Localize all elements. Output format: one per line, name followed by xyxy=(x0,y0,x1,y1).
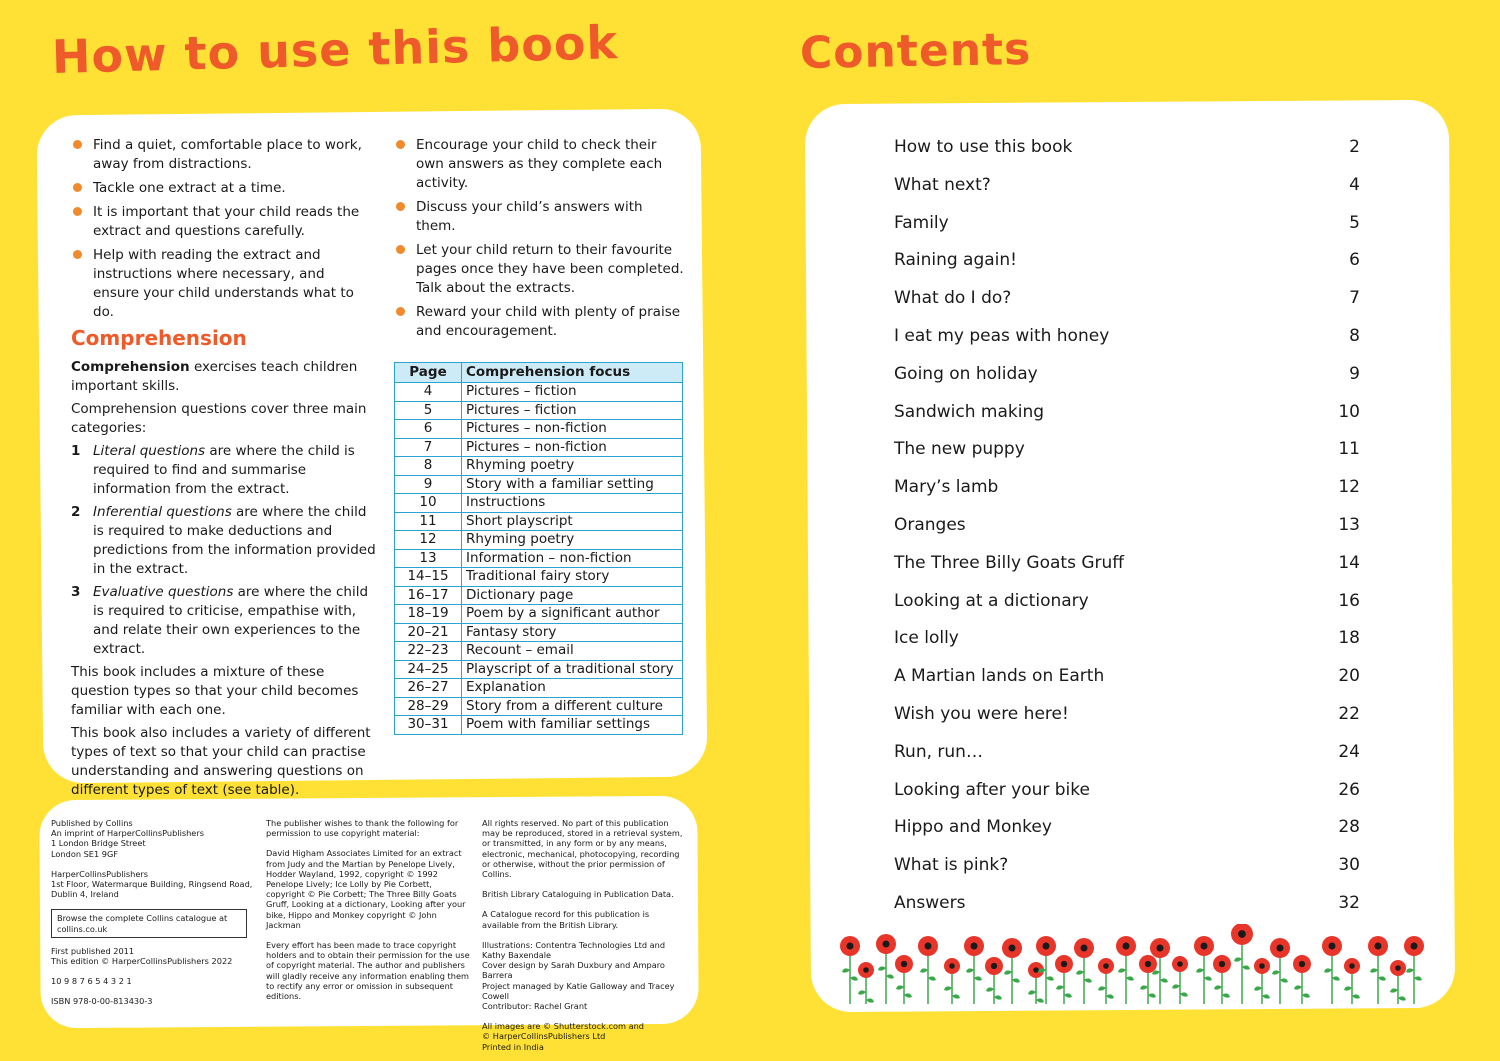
bullet-icon xyxy=(73,140,82,149)
contents-item-page: 4 xyxy=(1349,174,1360,195)
contents-item-title: Answers xyxy=(894,892,966,913)
list-item: Reward your child with plenty of praise and encouragement. xyxy=(394,303,684,341)
table-row xyxy=(395,623,683,642)
table-cell-page: 14–15 xyxy=(395,568,462,587)
comprehension-focus-table xyxy=(394,362,683,735)
bullet-icon xyxy=(396,202,405,211)
table-cell-focus: Rhyming poetry xyxy=(462,531,683,550)
list-item: It is important that your child reads the extract and questions carefully. xyxy=(71,203,371,241)
contents-item xyxy=(894,890,1360,928)
table-cell-page: 26–27 xyxy=(395,679,462,698)
table-header-row xyxy=(395,363,683,383)
table-cell-focus: Fantasy story xyxy=(462,623,683,642)
table-row xyxy=(395,494,683,513)
table-row xyxy=(395,679,683,698)
tips-list-left xyxy=(71,136,371,327)
contents-item-page: 18 xyxy=(1338,628,1360,649)
table-cell-focus: Pictures – fiction xyxy=(462,383,683,402)
table-cell-focus: Poem with familiar settings xyxy=(462,716,683,735)
publisher-details xyxy=(51,818,256,1017)
table-of-contents xyxy=(894,134,1360,928)
table-cell-focus: Information – non-fiction xyxy=(462,549,683,568)
contents-item-title: Looking after your bike xyxy=(894,779,1090,800)
list-item: Help with reading the extract and instructions where necessary, and ensure your child understands what to do. xyxy=(71,246,371,322)
bullet-icon xyxy=(73,207,82,216)
contents-item-page: 6 xyxy=(1349,250,1360,271)
table-cell-page: 6 xyxy=(395,420,462,439)
page-title-contents: Contents xyxy=(799,23,1032,79)
table-cell-focus: Rhyming poetry xyxy=(462,457,683,476)
contents-item-page: 24 xyxy=(1338,741,1360,762)
bullet-icon xyxy=(73,183,82,192)
bullet-icon xyxy=(73,250,82,259)
table-row xyxy=(395,605,683,624)
publisher-dublin-address: HarperCollinsPublishers 1st Floor, Watermarque Building, Ringsend Road, Dublin 4, Ireland xyxy=(51,868,253,900)
list-item: Tackle one extract at a time. xyxy=(71,179,371,198)
table-cell-page: 20–21 xyxy=(395,623,462,642)
list-item: Find a quiet, comfortable place to work, away from distractions. xyxy=(71,136,371,174)
table-row xyxy=(395,660,683,679)
contents-item-title: How to use this book xyxy=(894,137,1073,157)
table-cell-focus: Recount – email xyxy=(462,642,683,661)
contents-item-title: Raining again! xyxy=(894,250,1017,271)
table-row xyxy=(395,697,683,716)
comprehension-variety: This book also includes a variety of different types of text so that your child can practise understanding and answering questions on different types of text (see table). xyxy=(71,725,371,798)
contents-item-page: 30 xyxy=(1338,855,1360,876)
contents-item xyxy=(894,550,1360,588)
contents-item xyxy=(894,474,1360,512)
contents-item-title: Sandwich making xyxy=(894,401,1045,422)
contents-item xyxy=(894,323,1360,361)
list-item: Let your child return to their favourite pages once they have been completed. Talk about the extracts. xyxy=(394,241,684,298)
tips-list-right xyxy=(394,136,684,346)
table-row xyxy=(395,401,683,420)
table-cell-focus: Story from a different culture xyxy=(462,697,683,716)
contents-item-page: 8 xyxy=(1349,325,1360,346)
contents-item-title: The Three Billy Goats Gruff xyxy=(894,552,1124,573)
contents-item-page: 11 xyxy=(1338,439,1360,460)
table-cell-page: 13 xyxy=(395,549,462,568)
contents-item-title: Mary’s lamb xyxy=(894,477,999,498)
contents-item-title: Hippo and Monkey xyxy=(894,817,1052,838)
table-cell-page: 4 xyxy=(395,383,462,402)
acknowledgements xyxy=(266,818,471,1011)
rights-info xyxy=(482,818,687,1061)
category-item: 1 Literal questions are where the child is required to find and summarise information from the extract. xyxy=(71,443,355,497)
contents-item-page: 28 xyxy=(1338,817,1360,838)
contents-item-title: I eat my peas with honey xyxy=(894,325,1110,346)
table-cell-page: 12 xyxy=(395,531,462,550)
table-cell-page: 10 xyxy=(395,494,462,513)
contents-item-title: What do I do? xyxy=(894,288,1012,309)
contents-item-page: 13 xyxy=(1338,514,1360,535)
rights-reserved: All rights reserved. No part of this publication may be reproduced, stored in a retrieval system, or transmitted, in any form or by any means, electronic, mechanical, photocopying, recording or otherwise, without the prior permission of Collins. xyxy=(482,818,683,880)
contents-item xyxy=(894,512,1360,550)
table-row xyxy=(395,438,683,457)
table-row xyxy=(395,475,683,494)
table-cell-page: 18–19 xyxy=(395,605,462,624)
contents-item xyxy=(894,852,1360,890)
contents-item-title: Looking at a dictionary xyxy=(894,590,1089,611)
poppy-flowers-icon xyxy=(832,924,1432,1004)
table-cell-focus: Pictures – non-fiction xyxy=(462,438,683,457)
table-cell-focus: Pictures – fiction xyxy=(462,401,683,420)
contents-item-title: Family xyxy=(894,212,949,233)
contents-item-page: 5 xyxy=(1349,212,1360,233)
table-row xyxy=(395,383,683,402)
acknowledgements-credits: David Higham Associates Limited for an extract from Judy and the Martian by Penelope Lively, Hodder Wayland, 1992, copyright © 1992 Penelope Lively; Ice Lolly by Pie Corbett, copyright © Pie Corbett; The Three Billy Goats Gruff, Looking at a dictionary, Looking after your bike, Hippo and Monkey copyright © John Jackman xyxy=(266,848,466,930)
contents-item-page: 12 xyxy=(1338,477,1360,498)
column-header-focus: Comprehension focus xyxy=(462,363,683,383)
contents-item-page: 14 xyxy=(1338,552,1360,573)
table-cell-page: 16–17 xyxy=(395,586,462,605)
contents-item-title: A Martian lands on Earth xyxy=(894,666,1105,687)
table-cell-focus: Instructions xyxy=(462,494,683,513)
table-cell-focus: Story with a familiar setting xyxy=(462,475,683,494)
acknowledgements-intro: The publisher wishes to thank the following for permission to use copyright material: xyxy=(266,818,459,839)
table-cell-page: 30–31 xyxy=(395,716,462,735)
comprehension-mixture: This book includes a mixture of these question types so that your child becomes familiar with each one. xyxy=(71,664,359,718)
table-row xyxy=(395,512,683,531)
contents-item-title: Wish you were here! xyxy=(894,703,1069,724)
table-cell-focus: Pictures – non-fiction xyxy=(462,420,683,439)
contents-item-page: 16 xyxy=(1338,590,1360,611)
table-row xyxy=(395,457,683,476)
table-row xyxy=(395,716,683,735)
catalogue-record: A Catalogue record for this publication is available from the British Library. xyxy=(482,909,650,930)
contents-item-page: 26 xyxy=(1338,779,1360,800)
comprehension-heading: Comprehension xyxy=(71,326,247,350)
table-cell-page: 24–25 xyxy=(395,660,462,679)
contents-item-title: What next? xyxy=(894,174,991,195)
contents-item xyxy=(894,210,1360,248)
table-cell-focus: Playscript of a traditional story xyxy=(462,660,683,679)
contents-item xyxy=(894,247,1360,285)
table-row xyxy=(395,531,683,550)
bullet-icon xyxy=(396,140,405,149)
image-credits: All images are © Shutterstock.com and © HarperCollinsPublishers Ltd Printed in India xyxy=(482,1021,644,1052)
comprehension-intro: Comprehension exercises teach children important skills. xyxy=(71,359,358,394)
contents-item xyxy=(894,285,1360,323)
contents-item xyxy=(894,777,1360,815)
table-cell-focus: Poem by a significant author xyxy=(462,605,683,624)
contents-item-title: Going on holiday xyxy=(894,363,1038,384)
contents-item-title: The new puppy xyxy=(894,439,1025,460)
contents-item-title: Run, run… xyxy=(894,741,983,762)
contents-item-title: Ice lolly xyxy=(894,628,959,649)
contents-item xyxy=(894,399,1360,437)
category-item: 3 Evaluative questions are where the child is required to criticise, empathise with, and relate their own experiences to the extract. xyxy=(71,584,369,657)
comprehension-categories: Comprehension questions cover three main categories: xyxy=(71,401,367,436)
table-cell-focus: Explanation xyxy=(462,679,683,698)
table-cell-page: 11 xyxy=(395,512,462,531)
page-title-how-to-use: How to use this book xyxy=(51,15,619,84)
table-cell-focus: Dictionary page xyxy=(462,586,683,605)
category-item: 2 Inferential questions are where the child is required to make deductions and predictions from the information provided in the extract. xyxy=(71,504,376,577)
table-cell-page: 22–23 xyxy=(395,642,462,661)
table-row xyxy=(395,642,683,661)
table-row xyxy=(395,420,683,439)
isbn: ISBN 978-0-00-813430-3 xyxy=(51,996,153,1007)
contents-item xyxy=(894,436,1360,474)
contents-item-page: 32 xyxy=(1338,892,1360,913)
acknowledgements-notice: Every effort has been made to trace copyright holders and to obtain their permission for the use of copyright material. The author and publishers will gladly receive any information enabling them to rectify any error or omission in subsequent editions. xyxy=(266,940,470,1002)
cataloguing-data: British Library Cataloguing in Publication Data. xyxy=(482,889,674,900)
edition-info: First published 2011 This edition © HarperCollinsPublishers 2022 xyxy=(51,945,233,967)
table-row xyxy=(395,568,683,587)
table-cell-focus: Short playscript xyxy=(462,512,683,531)
table-cell-focus: Traditional fairy story xyxy=(462,568,683,587)
publisher-address: Published by Collins An imprint of HarperCollinsPublishers 1 London Bridge Street London SE1 9GF xyxy=(51,818,204,859)
contents-item xyxy=(894,625,1360,663)
contents-item xyxy=(894,134,1360,172)
bullet-icon xyxy=(396,307,405,316)
catalogue-box: Browse the complete Collins catalogue at collins.co.uk xyxy=(51,909,247,937)
bullet-icon xyxy=(396,245,405,254)
credits: Illustrations: Contentra Technologies Ltd and Kathy Baxendale Cover design by Sarah Duxbury and Amparo Barrera Project managed by Katie Galloway and Tracey Cowell Contributor: Rachel Grant xyxy=(482,939,675,1012)
column-header-page: Page xyxy=(395,363,462,383)
contents-item-page: 22 xyxy=(1338,703,1360,724)
contents-item xyxy=(894,172,1360,210)
list-item: Discuss your child’s answers with them. xyxy=(394,198,684,236)
table-row xyxy=(395,586,683,605)
table-row xyxy=(395,549,683,568)
print-line: 10 9 8 7 6 5 4 3 2 1 xyxy=(51,976,132,987)
contents-item-title: What is pink? xyxy=(894,855,1009,876)
contents-item xyxy=(894,361,1360,399)
contents-item xyxy=(894,739,1360,777)
contents-item xyxy=(894,588,1360,626)
contents-item-page: 10 xyxy=(1338,401,1360,422)
contents-item-page: 2 xyxy=(1349,137,1360,157)
table-cell-page: 5 xyxy=(395,401,462,420)
comprehension-text xyxy=(71,358,381,804)
contents-item xyxy=(894,663,1360,701)
contents-item xyxy=(894,701,1360,739)
table-cell-page: 8 xyxy=(395,457,462,476)
contents-item-page: 9 xyxy=(1349,363,1360,384)
list-item: Encourage your child to check their own answers as they complete each activity. xyxy=(394,136,684,193)
table-cell-page: 28–29 xyxy=(395,697,462,716)
contents-item-title: Oranges xyxy=(894,514,966,535)
contents-item xyxy=(894,814,1360,852)
table-cell-page: 9 xyxy=(395,475,462,494)
contents-item-page: 20 xyxy=(1338,666,1360,687)
table-cell-page: 7 xyxy=(395,438,462,457)
contents-item-page: 7 xyxy=(1349,288,1360,309)
